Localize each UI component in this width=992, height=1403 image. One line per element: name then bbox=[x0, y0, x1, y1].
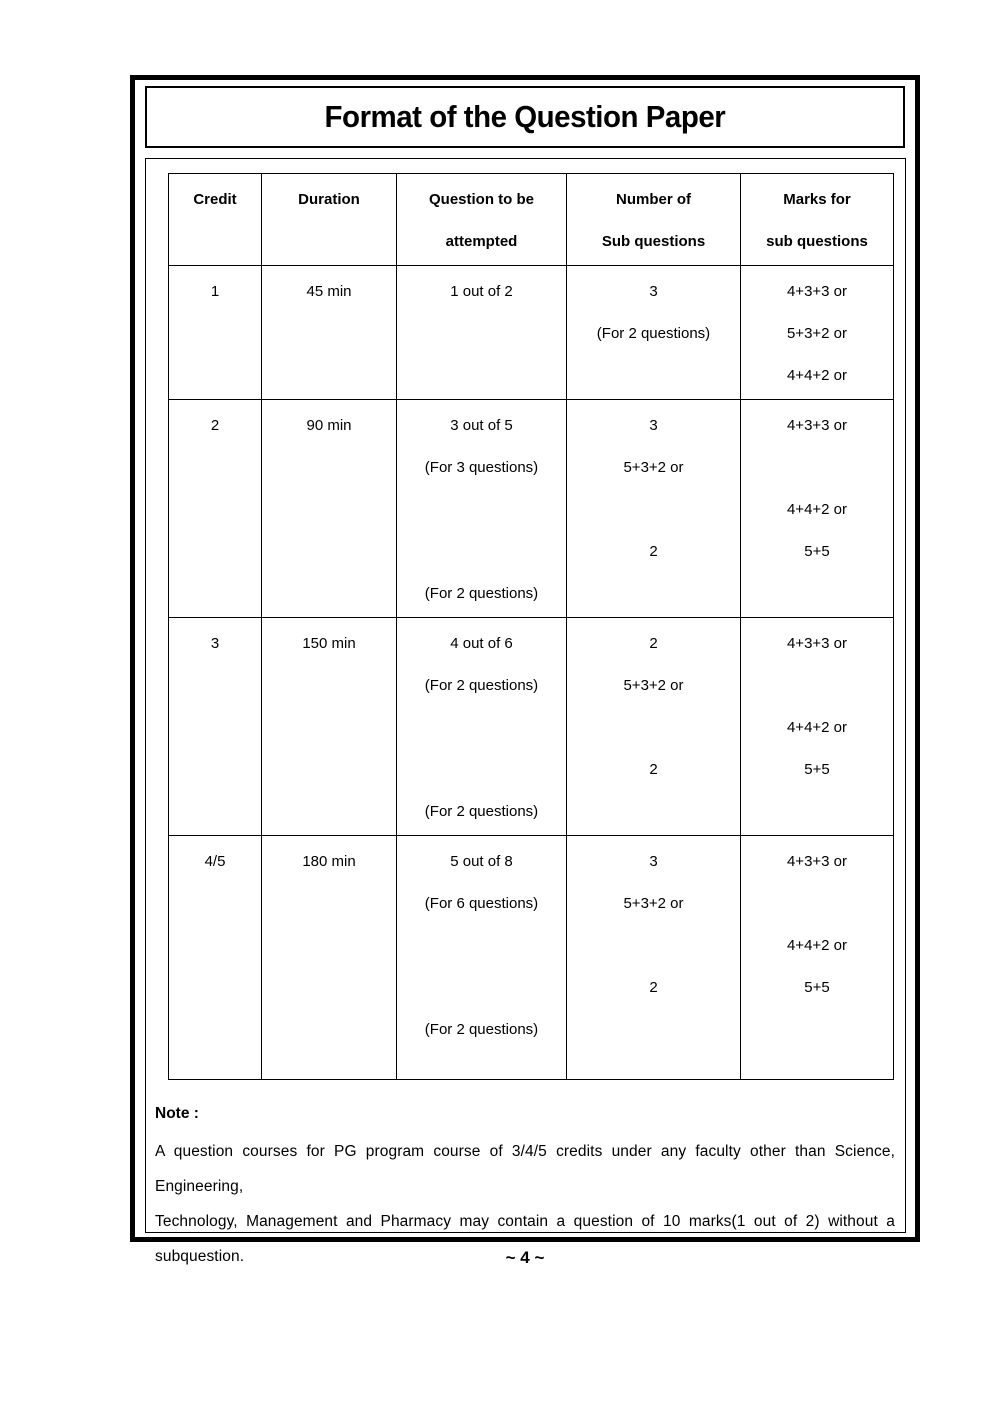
cell-line: 180 min bbox=[302, 853, 356, 870]
header-number-of-sub-questions bbox=[567, 174, 741, 266]
question-format-table bbox=[168, 173, 894, 1080]
table-header-row bbox=[169, 174, 894, 266]
page-number: ~ 4 ~ bbox=[505, 1248, 545, 1267]
cell-line: attempted bbox=[445, 233, 518, 250]
cell-sub-questions bbox=[567, 618, 741, 836]
cell-line: 90 min bbox=[306, 417, 352, 434]
cell-line bbox=[399, 707, 564, 749]
cell-line: 4+3+3 or bbox=[786, 283, 848, 300]
cell-line: sub questions bbox=[766, 233, 868, 250]
cell-line: Question to be bbox=[429, 191, 534, 208]
cell-line: 2 bbox=[649, 761, 658, 778]
content-box bbox=[145, 158, 906, 1265]
cell-line: 4+4+2 or bbox=[786, 937, 848, 954]
cell-line: 150 min bbox=[302, 635, 356, 652]
cell-line: 3 bbox=[649, 417, 658, 434]
cell-line bbox=[743, 665, 891, 707]
note-label: Note : bbox=[155, 1105, 199, 1122]
cell-line: 4+3+3 or bbox=[786, 635, 848, 652]
cell-line: Credit bbox=[193, 191, 237, 208]
cell-duration bbox=[262, 266, 397, 400]
note-line-1: A question courses for PG program course of 3/4/5 credits under any faculty other than Science, Engineering, bbox=[155, 1143, 895, 1195]
note-line-2: Technology, Management and Pharmacy may contain a question of 10 marks(1 out of 2) without a bbox=[155, 1213, 895, 1230]
cell-line bbox=[569, 489, 738, 531]
cell-line: 1 bbox=[210, 283, 220, 300]
cell-line: 5+3+2 or bbox=[786, 325, 848, 342]
cell-question bbox=[397, 836, 567, 1080]
cell-line: 5+3+2 or bbox=[623, 677, 684, 694]
cell-marks bbox=[741, 618, 894, 836]
cell-line bbox=[399, 749, 564, 791]
cell-line: 2 bbox=[649, 979, 658, 996]
note-line-3: subquestion. bbox=[155, 1248, 245, 1265]
cell-line: 5+3+2 or bbox=[623, 459, 684, 476]
cell-line bbox=[399, 531, 564, 573]
cell-line: 3 bbox=[210, 635, 220, 652]
page-title: Format of the Question Paper bbox=[324, 99, 726, 134]
title-box bbox=[145, 86, 905, 148]
cell-sub-questions bbox=[567, 400, 741, 618]
cell-line: 2 bbox=[649, 543, 658, 560]
table-row-credit-4-5 bbox=[169, 836, 894, 1080]
cell-line: 2 bbox=[210, 417, 220, 434]
cell-line: 45 min bbox=[306, 283, 352, 300]
cell-line: 2 bbox=[649, 635, 658, 652]
cell-line bbox=[399, 925, 564, 967]
cell-line: 5 out of 8 bbox=[450, 853, 513, 870]
cell-marks bbox=[741, 836, 894, 1080]
cell-credit bbox=[169, 400, 262, 618]
cell-question bbox=[397, 618, 567, 836]
cell-line: (For 2 questions) bbox=[424, 585, 539, 602]
cell-line: (For 6 questions) bbox=[424, 895, 539, 912]
cell-line bbox=[399, 489, 564, 531]
cell-line: 3 bbox=[649, 853, 658, 870]
cell-line: 4+4+2 or bbox=[786, 501, 848, 518]
cell-marks bbox=[741, 266, 894, 400]
cell-line: (For 3 questions) bbox=[424, 459, 539, 476]
cell-line: 5+3+2 or bbox=[623, 895, 684, 912]
cell-line bbox=[743, 447, 891, 489]
cell-line: (For 2 questions) bbox=[424, 803, 539, 820]
cell-line: 4+4+2 or bbox=[786, 719, 848, 736]
cell-line: 5+5 bbox=[804, 979, 830, 996]
cell-duration bbox=[262, 400, 397, 618]
cell-credit bbox=[169, 266, 262, 400]
cell-line: 1 out of 2 bbox=[450, 283, 513, 300]
cell-question bbox=[397, 400, 567, 618]
header-question-to-be-attempted bbox=[397, 174, 567, 266]
cell-line bbox=[399, 967, 564, 1009]
table-row-credit-1 bbox=[169, 266, 894, 400]
cell-line: 4+3+3 or bbox=[786, 417, 848, 434]
cell-line: Sub questions bbox=[601, 233, 706, 250]
cell-line: Marks for bbox=[783, 191, 851, 208]
table-row-credit-2 bbox=[169, 400, 894, 618]
cell-line: 5+5 bbox=[804, 543, 830, 560]
table-row-credit-3 bbox=[169, 618, 894, 836]
cell-line bbox=[569, 925, 738, 967]
cell-line bbox=[743, 883, 891, 925]
header-marks-for-sub-questions bbox=[741, 174, 894, 266]
cell-line: Duration bbox=[298, 191, 360, 208]
cell-line: 4/5 bbox=[204, 853, 226, 870]
header-credit bbox=[169, 174, 262, 266]
cell-sub-questions bbox=[567, 266, 741, 400]
cell-line: 3 bbox=[649, 283, 658, 300]
table-wrap bbox=[168, 173, 895, 1080]
cell-line: 3 out of 5 bbox=[450, 417, 513, 434]
cell-line: 4+3+3 or bbox=[786, 853, 848, 870]
cell-line: 4+4+2 or bbox=[786, 367, 848, 384]
cell-duration bbox=[262, 836, 397, 1080]
cell-marks bbox=[741, 400, 894, 618]
header-duration bbox=[262, 174, 397, 266]
cell-line: 5+5 bbox=[804, 761, 830, 778]
cell-line bbox=[569, 707, 738, 749]
cell-duration bbox=[262, 618, 397, 836]
page-border bbox=[130, 75, 920, 1265]
cell-line: (For 2 questions) bbox=[424, 1021, 539, 1038]
cell-credit bbox=[169, 618, 262, 836]
cell-line: 4 out of 6 bbox=[450, 635, 513, 652]
cell-line: (For 2 questions) bbox=[424, 677, 539, 694]
cell-credit bbox=[169, 836, 262, 1080]
cell-line: Number of bbox=[616, 191, 691, 208]
cell-sub-questions bbox=[567, 836, 741, 1080]
cell-question bbox=[397, 266, 567, 400]
cell-line: (For 2 questions) bbox=[596, 325, 711, 342]
